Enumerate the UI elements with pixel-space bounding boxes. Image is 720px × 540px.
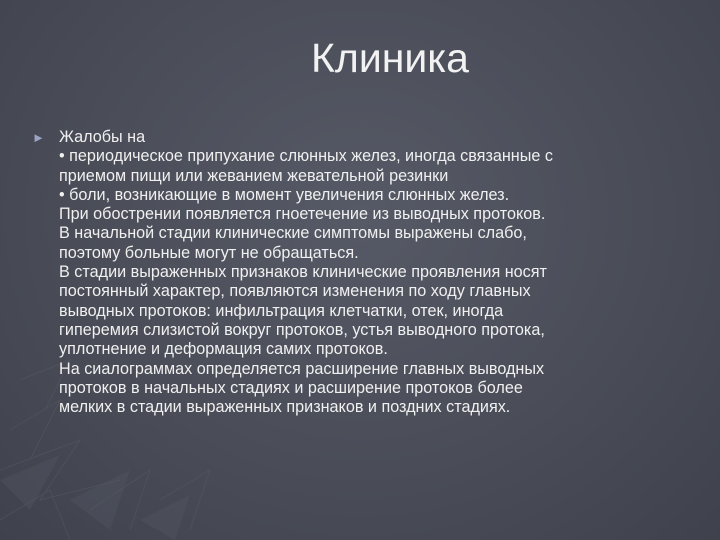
body-line: гиперемия слизистой вокруг протоков, устья выводного протока,	[59, 320, 545, 339]
slide-body-text	[59, 128, 699, 417]
body-line: поэтому больные могут не обращаться.	[59, 243, 359, 262]
body-line: • периодическое припухание слюнных желез, иногда связанные с	[59, 147, 553, 166]
body-line: На сиалограммах определяется расширение главных выводных	[59, 359, 545, 378]
body-line: • боли, возникающие в момент увеличения слюнных желез.	[59, 185, 510, 204]
body-line: уплотнение и деформация самих протоков.	[59, 340, 388, 359]
body-line: В начальной стадии клинические симптомы выражены слабо,	[59, 224, 527, 243]
slide-title: Клиника	[311, 35, 469, 81]
right-pointer-icon: ►	[32, 130, 45, 145]
body-line: приемом пищи или жеванием жевательной резинки	[59, 166, 449, 185]
body-line: мелких в стадии выраженных признаков и поздних стадиях.	[59, 398, 511, 417]
body-line: постоянный характер, появляются изменения по ходу главных	[59, 282, 531, 301]
body-line: выводных протоков: инфильтрация клетчатки, отек, иногда	[59, 301, 504, 320]
body-line: протоков в начальных стадиях и расширение протоков более	[59, 378, 523, 397]
body-line: При обострении появляется гноетечение из выводных протоков.	[59, 205, 546, 224]
body-line: Жалобы на	[59, 128, 146, 146]
body-line: В стадии выраженных признаков клинические проявления носят	[59, 263, 547, 282]
